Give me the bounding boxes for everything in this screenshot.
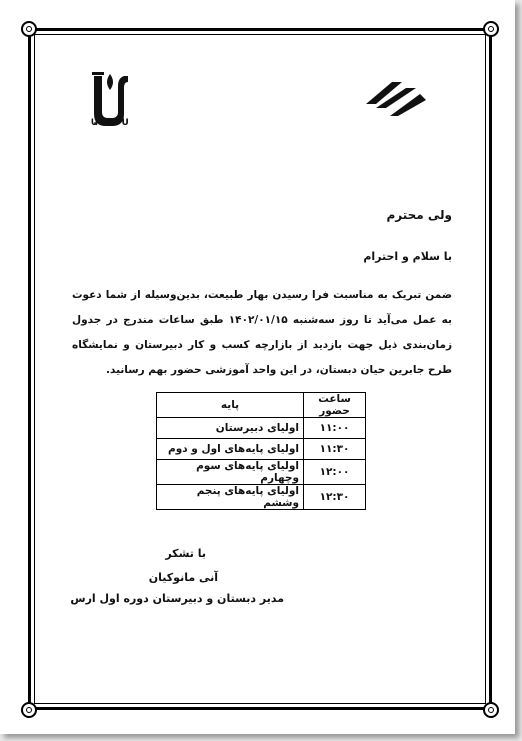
cell-time: ۱۱:۰۰ — [304, 418, 366, 439]
cell-grade: اولیای پایه‌های سوم وچهارم — [157, 460, 304, 485]
cell-grade: اولیای پایه‌های اول و دوم — [157, 439, 304, 460]
header-time: ساعت حضور — [304, 393, 366, 418]
salutation: ولی محترم — [386, 208, 452, 222]
cell-time: ۱۲:۰۰ — [304, 460, 366, 485]
school-logo-caption: ԱՐԱՐՍ — [90, 118, 130, 128]
table-row — [157, 460, 366, 485]
organization-logo-right — [362, 78, 430, 120]
corner-ornament-bottom-left — [21, 702, 37, 718]
corner-ornament-bottom-right — [483, 702, 499, 718]
schedule-table — [156, 392, 366, 510]
letter-body: ضمن تبریک به مناسبت فرا رسیدن بهار طبیعت، بدین‌وسیله از شما دعوت به عمل می‌آید تا روز سه‌شنبه ۱۴۰۲/۰۱/۱۵ طبق ساعات مندرج در جدول زمان‌بندی ذیل جهت بازدید از بازارچه کسب و کار دبیرستان و نمایشگاه طرح جابرین حیان دبستان، در این واحد آموزشی حضور بهم رسانید. — [72, 289, 452, 376]
cell-grade: اولیای پایه‌های پنجم وششم — [157, 485, 304, 510]
table-row — [157, 485, 366, 510]
corner-ornament-top-left — [21, 21, 37, 37]
table-header-row — [157, 393, 366, 418]
table-row — [157, 439, 366, 460]
table-row — [157, 418, 366, 439]
cell-time: ۱۲:۳۰ — [304, 485, 366, 510]
signature-thanks: با تشکر — [165, 547, 206, 560]
header-grade: پایه — [157, 393, 304, 418]
signature-name: آنی مانوکیان — [148, 571, 218, 584]
cell-grade: اولیای دبیرستان — [157, 418, 304, 439]
signature-title: مدیر دبستان و دبیرستان دوره اول ارس — [70, 592, 284, 605]
corner-ornament-top-right — [483, 21, 499, 37]
greeting: با سلام و احترام — [363, 250, 452, 263]
cell-time: ۱۱:۳۰ — [304, 439, 366, 460]
